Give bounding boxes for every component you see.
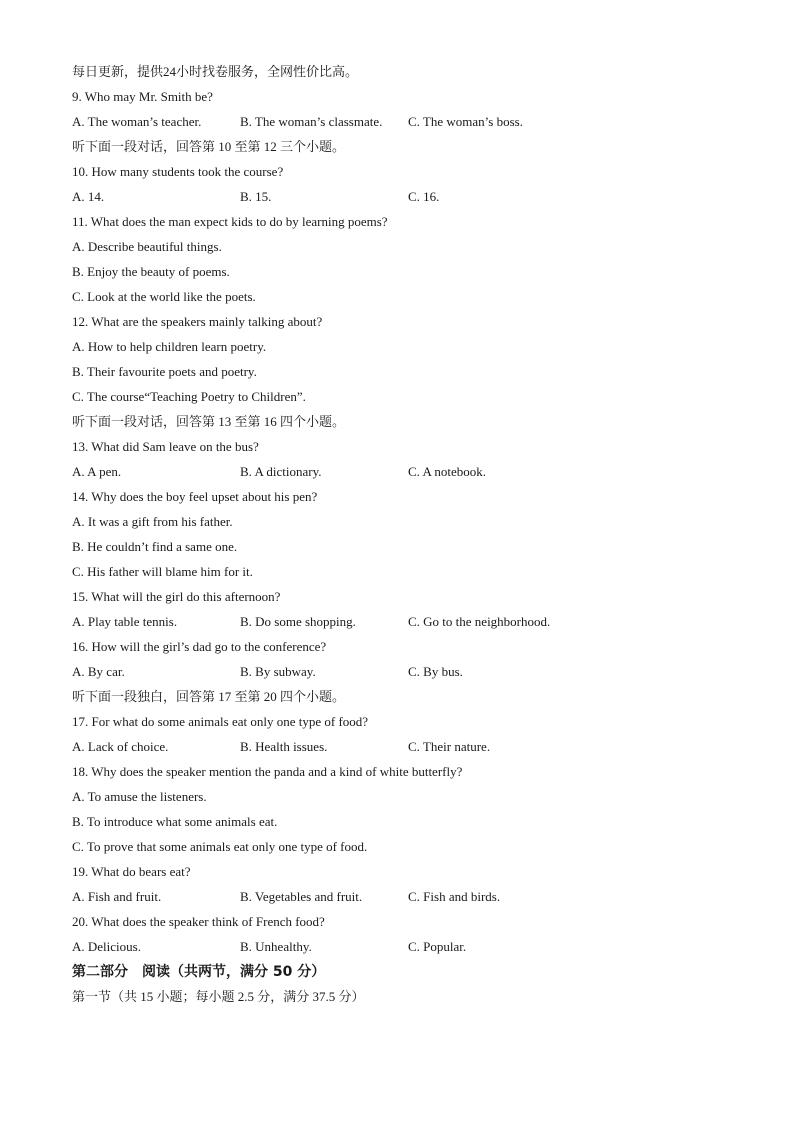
answer-option: B. Vegetables and fruit.	[240, 889, 363, 904]
question-list	[72, 87, 752, 962]
answer-option: A. To amuse the listeners.	[72, 789, 207, 804]
answer-option: C. Their nature.	[408, 739, 491, 754]
part-two-title: 第二部分 阅读（共两节，满分 50 分）	[72, 964, 326, 980]
listening-instruction: 听下面一段独白，回答第 17 至第 20 四个小题。	[72, 689, 346, 704]
answer-option: A. By car.	[72, 664, 125, 679]
option-row	[72, 112, 752, 137]
question-stem: 19. What do bears eat?	[72, 864, 191, 879]
section-one-title: 第一节（共 15 小题；每小题 2.5 分，满分 37.5 分）	[72, 989, 365, 1004]
answer-option: B. Their favourite poets and poetry.	[72, 364, 257, 379]
question-stem: 18. Why does the speaker mention the panda and a kind of white butterfly?	[72, 764, 463, 779]
answer-option: A. Fish and fruit.	[72, 889, 162, 904]
question-stem: 13. What did Sam leave on the bus?	[72, 439, 259, 454]
question-stem: 20. What does the speaker think of French food?	[72, 914, 325, 929]
answer-option: A. Describe beautiful things.	[72, 239, 222, 254]
answer-option: B. Unhealthy.	[240, 939, 312, 954]
answer-option: C. Look at the world like the poets.	[72, 289, 256, 304]
answer-option: C. The woman’s boss.	[408, 114, 523, 129]
question-stem: 17. For what do some animals eat only one type of food?	[72, 714, 369, 729]
answer-option: B. To introduce what some animals eat.	[72, 814, 278, 829]
answer-option: A. How to help children learn poetry.	[72, 339, 267, 354]
answer-option: B. A dictionary.	[240, 464, 322, 479]
answer-option: A. Delicious.	[72, 939, 141, 954]
answer-option: A. Lack of choice.	[72, 739, 169, 754]
answer-option: C. By bus.	[408, 664, 463, 679]
question-stem: 12. What are the speakers mainly talking about?	[72, 314, 323, 329]
option-row	[72, 887, 752, 912]
listening-instruction: 听下面一段对话，回答第 10 至第 12 三个小题。	[72, 139, 346, 154]
question-stem: 9. Who may Mr. Smith be?	[72, 89, 213, 104]
answer-option: C. The course“Teaching Poetry to Children”.	[72, 389, 306, 404]
document-page	[72, 62, 752, 1012]
answer-option: B. Health issues.	[240, 739, 328, 754]
question-stem: 16. How will the girl’s dad go to the conference?	[72, 639, 327, 654]
option-row	[72, 462, 752, 487]
answer-option: C. A notebook.	[408, 464, 487, 479]
option-row	[72, 187, 752, 212]
question-stem: 14. Why does the boy feel upset about his pen?	[72, 489, 318, 504]
option-row	[72, 737, 752, 762]
answer-option: B. 15.	[240, 189, 272, 204]
option-row	[72, 612, 752, 637]
answer-option: B. Enjoy the beauty of poems.	[72, 264, 230, 279]
answer-option: C. His father will blame him for it.	[72, 564, 253, 579]
answer-option: B. He couldn’t find a same one.	[72, 539, 238, 554]
answer-option: C. Go to the neighborhood.	[408, 614, 551, 629]
question-stem: 11. What does the man expect kids to do by learning poems?	[72, 214, 388, 229]
answer-option: C. 16.	[408, 189, 440, 204]
answer-option: A. The woman’s teacher.	[72, 114, 202, 129]
option-row	[72, 937, 752, 962]
answer-option: A. It was a gift from his father.	[72, 514, 233, 529]
answer-option: C. Fish and birds.	[408, 889, 501, 904]
answer-option: A. A pen.	[72, 464, 122, 479]
question-stem: 10. How many students took the course?	[72, 164, 284, 179]
option-row	[72, 662, 752, 687]
answer-option: B. By subway.	[240, 664, 316, 679]
answer-option: B. Do some shopping.	[240, 614, 356, 629]
answer-option: A. 14.	[72, 189, 105, 204]
header-note: 每日更新，提供24小时找卷服务，全网性价比高。	[72, 64, 359, 79]
answer-option: A. Play table tennis.	[72, 614, 178, 629]
answer-option: C. To prove that some animals eat only one type of food.	[72, 839, 368, 854]
question-stem: 15. What will the girl do this afternoon?	[72, 589, 281, 604]
answer-option: C. Popular.	[408, 939, 467, 954]
answer-option: B. The woman’s classmate.	[240, 114, 383, 129]
listening-instruction: 听下面一段对话，回答第 13 至第 16 四个小题。	[72, 414, 346, 429]
